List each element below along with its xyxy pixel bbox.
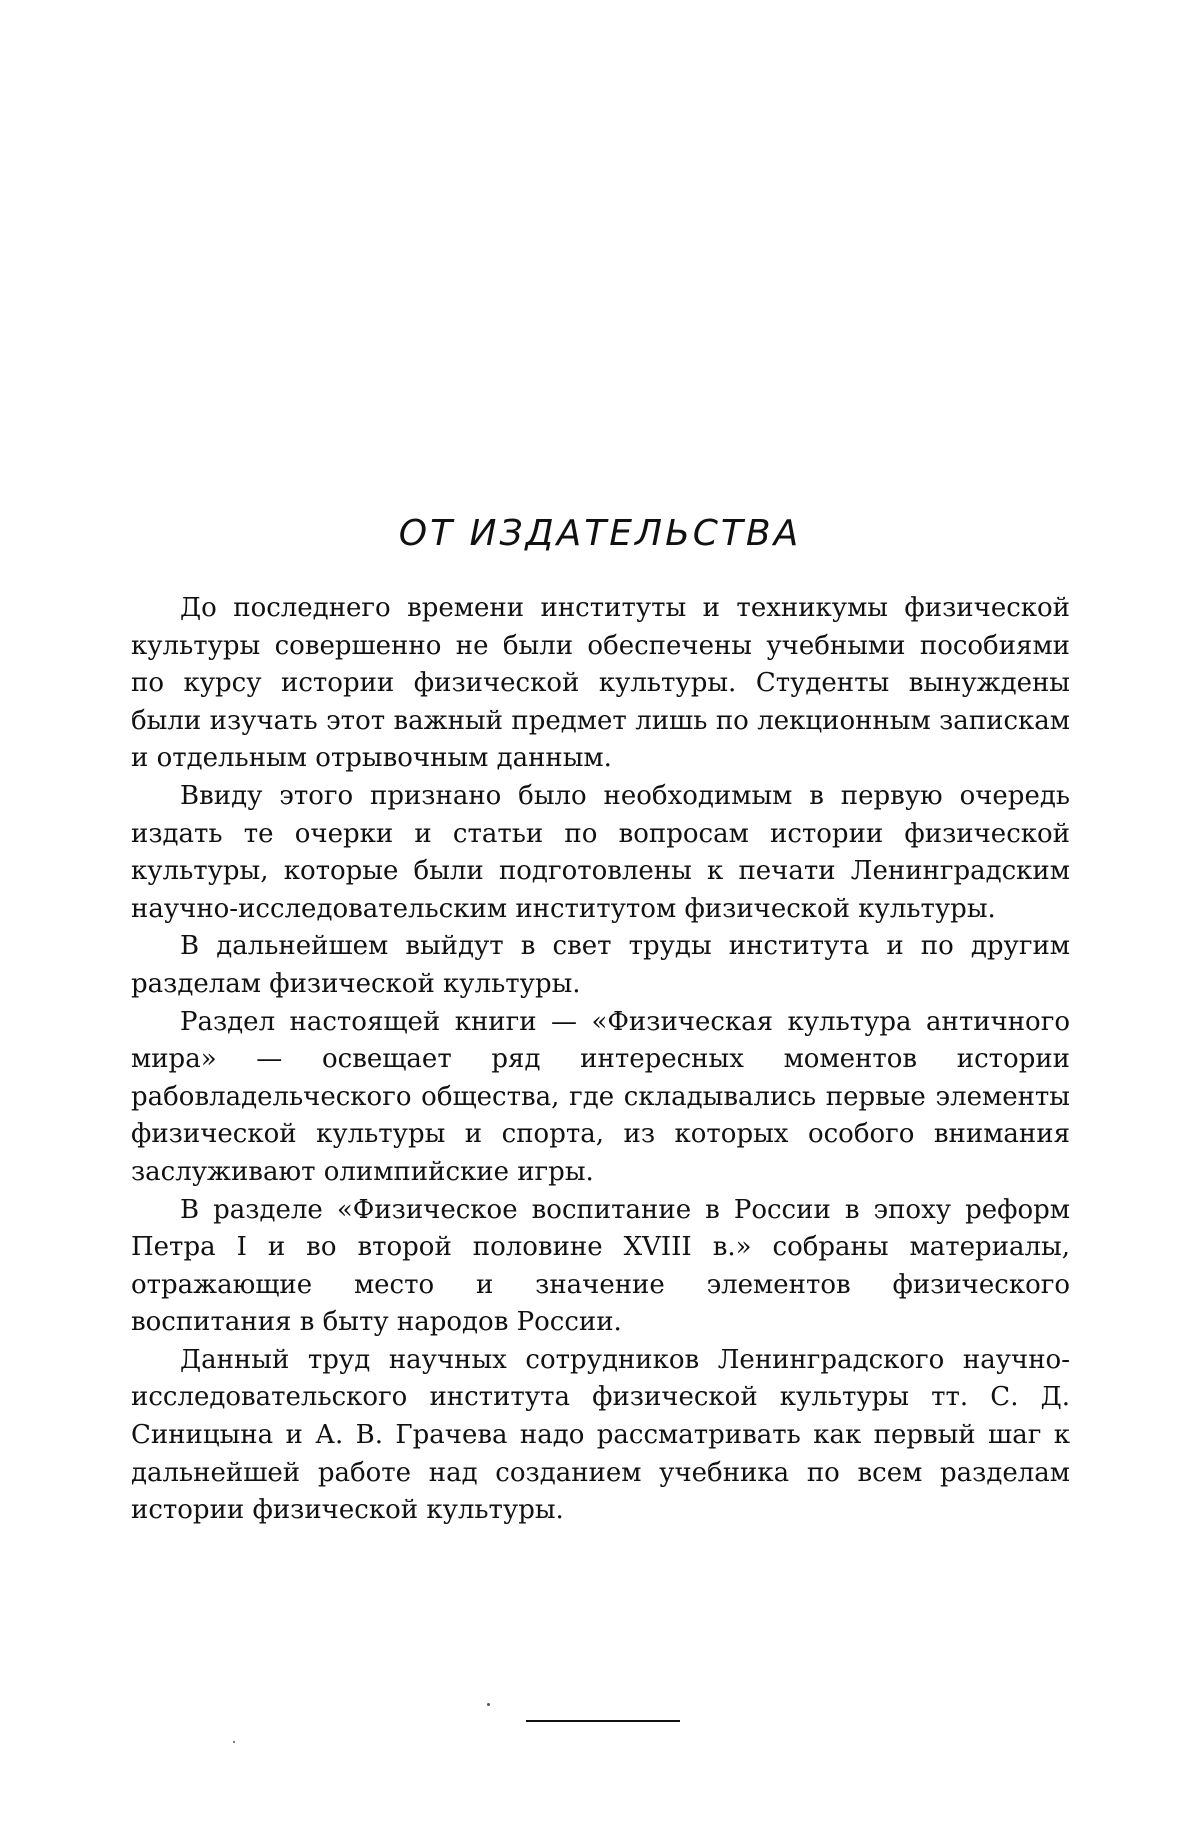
- paragraph-2: Ввиду этого признано было необходимым в первую очередь издать те очерки и статьи по вопросам истории физической культуры, которые были подготовлены к печати Ленинградским научно-исследовательским институтом физической культуры.: [131, 780, 1070, 924]
- page-title: ОТ ИЗДАТЕЛЬСТВА: [398, 513, 802, 554]
- paragraph-5: В разделе «Физическое воспитание в России в эпоху реформ Петра I и во второй половине XVIII в.» собраны материалы, отражающие место и значение элементов физического воспитания в быту народов России.: [131, 1194, 1070, 1338]
- paragraph-3: В дальнейшем выйдут в свет труды института и по другим разделам физической культуры.: [131, 931, 1070, 999]
- foreword-body: [131, 590, 1070, 1530]
- paragraph-1: До последнего времени институты и техникумы физической культуры совершенно не были обеспечены учебными пособиями по курсу истории физической культуры. Студенты вынуждены были изучать этот важный предмет лишь по лекционным запискам и отдельным отрывочным данным.: [131, 593, 1070, 774]
- end-rule-divider: [526, 1720, 680, 1722]
- print-speck: [233, 1741, 235, 1743]
- paragraph-6: Данный труд научных сотрудников Ленинградского научно-исследовательского института физической культуры тт. С. Д. Синицына и А. В. Грачева надо рассматривать как первый шаг к дальнейшей работе над созданием учебника по всем разделам истории физической культуры.: [131, 1344, 1070, 1526]
- print-speck: [487, 1703, 490, 1706]
- paragraph-4: Раздел настоящей книги — «Физическая культура античного мира» — освещает ряд интересных моментов истории рабовладельческого общества, где складывались первые элементы физической культуры и спорта, из которых особого внимания заслуживают олимпийские игры.: [131, 1006, 1070, 1187]
